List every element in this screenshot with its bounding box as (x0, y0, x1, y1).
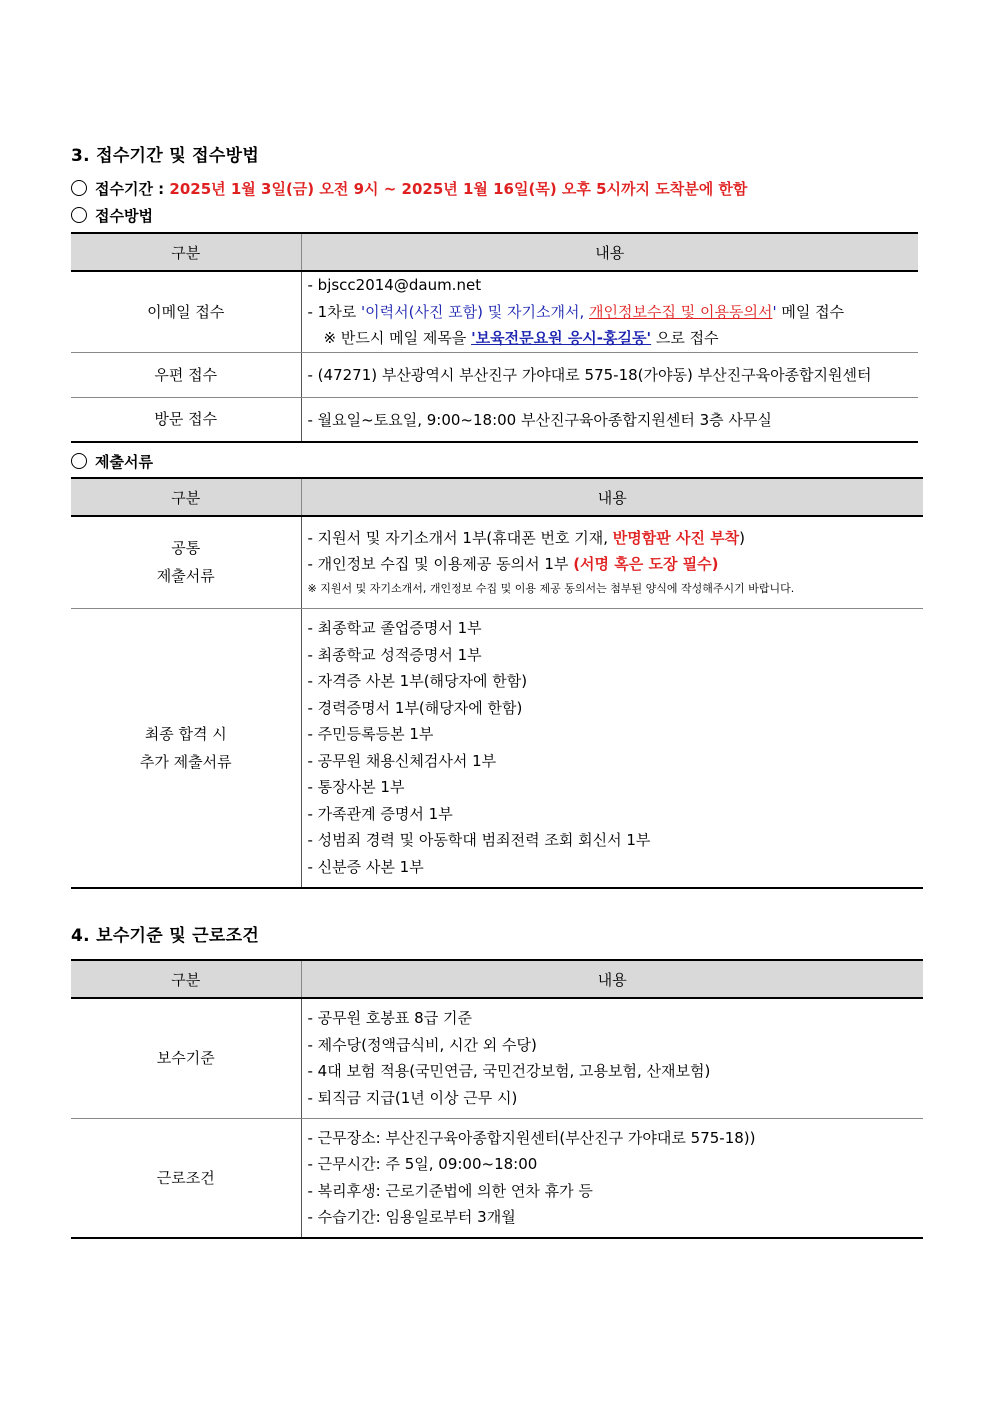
reception-method-heading (71, 205, 153, 226)
pay-label: 보수기준 (71, 998, 301, 1118)
list-item: - 신분증 사본 1부 (307, 857, 424, 876)
post-address: - (47271) 부산광역시 부산진구 가야대로 575-18(가야동) 부산진구육아종합지원센터 (301, 352, 918, 397)
documents-label: 제출서류 (95, 453, 153, 471)
email-address: - bjscc2014@daum.net (307, 276, 482, 294)
documents-table (71, 477, 923, 889)
list-item: - 경력증명서 1부(해당자에 한함) (307, 698, 523, 717)
circle-bullet-icon (71, 180, 87, 196)
table-header-content: 내용 (301, 233, 918, 271)
reception-method-label: 접수방법 (95, 207, 153, 225)
list-item: - 4대 보험 적용(국민연금, 국민건강보험, 고용보험, 산재보험) (307, 1062, 711, 1081)
list-item: - 공무원 호봉표 8급 기준 (307, 1009, 472, 1028)
common-docs-label: 공통 제출서류 (71, 516, 301, 608)
table-row-visit (71, 397, 918, 442)
table-header-category: 구분 (71, 233, 301, 271)
table-row-work (71, 1118, 923, 1238)
list-item: - 최종학교 성적증명서 1부 (307, 645, 482, 664)
reception-period-line (71, 178, 747, 199)
list-item: - 최종학교 졸업증명서 1부 (307, 619, 482, 638)
table-row-post (71, 352, 918, 397)
work-label: 근로조건 (71, 1118, 301, 1238)
circle-bullet-icon (71, 207, 87, 223)
common-doc-2: - 개인정보 수집 및 이용제공 동의서 1부 (서명 혹은 도장 필수) (307, 555, 719, 574)
circle-bullet-icon (71, 453, 87, 469)
post-label: 우편 접수 (71, 352, 301, 397)
list-item: - 근무시간: 주 5일, 09:00~18:00 (307, 1155, 538, 1174)
table-row-email (71, 271, 918, 352)
table-row-common-docs (71, 516, 923, 608)
table-header-content: 내용 (301, 478, 923, 516)
list-item: - 가족관계 증명서 1부 (307, 804, 453, 823)
list-item: - 수습기간: 임용일로부터 3개월 (307, 1208, 516, 1227)
work-list (301, 1118, 923, 1238)
table-header-content: 내용 (301, 960, 923, 998)
list-item: - 퇴직금 지급(1년 이상 근무 시) (307, 1088, 518, 1107)
common-docs-note: ※ 지원서 및 자기소개서, 개인정보 수집 및 이용 제공 동의서는 첨부된 양식에 작성해주시기 바랍니다. (307, 581, 795, 595)
visit-info: - 월요일~토요일, 9:00~18:00 부산진구육아종합지원센터 3층 사무실 (301, 397, 918, 442)
email-submit-line: - 1차로 '이력서(사진 포함) 및 자기소개서, 개인정보수집 및 이용동의서' 메일 접수 (307, 302, 845, 321)
section-4-title: 4. 보수기준 및 근로조건 (71, 926, 260, 946)
list-item: - 제수당(정액급식비, 시간 외 수당) (307, 1035, 537, 1054)
visit-label: 방문 접수 (71, 397, 301, 442)
list-item: - 성범죄 경력 및 아동학대 범죄전력 조회 회신서 1부 (307, 831, 651, 850)
email-subject-note: ※ 반드시 메일 제목을 '보육전문요원 응시-홍길동' 으로 접수 (323, 329, 719, 347)
email-label: 이메일 접수 (71, 271, 301, 352)
list-item: - 공무원 채용신체검사서 1부 (307, 751, 497, 770)
common-doc-1: - 지원서 및 자기소개서 1부(휴대폰 번호 기재, 반명함판 사진 부착) (307, 528, 746, 547)
final-docs-label: 최종 합격 시 추가 제출서류 (71, 608, 301, 888)
list-item: - 근무장소: 부산진구육아종합지원센터(부산진구 가야대로 575-18)) (307, 1128, 756, 1147)
list-item: - 주민등록등본 1부 (307, 725, 434, 744)
table-row-pay (71, 998, 923, 1118)
list-item: - 자격증 사본 1부(해당자에 한함) (307, 672, 528, 691)
section-3-title: 3. 접수기간 및 접수방법 (71, 146, 260, 166)
table-header-category: 구분 (71, 478, 301, 516)
table-header-category: 구분 (71, 960, 301, 998)
table-row-final-docs (71, 608, 923, 888)
final-docs-list (301, 608, 923, 888)
list-item: - 통장사본 1부 (307, 778, 405, 797)
reception-period-value: 2025년 1월 3일(금) 오전 9시 ~ 2025년 1월 16일(목) 오후 5시까지 도착분에 한함 (169, 180, 748, 198)
documents-heading (71, 451, 153, 472)
pay-conditions-table (71, 959, 923, 1239)
reception-period-label: 접수기간 : (95, 180, 170, 198)
reception-method-table (71, 232, 918, 443)
list-item: - 복리후생: 근로기준법에 의한 연차 휴가 등 (307, 1181, 593, 1200)
pay-list (301, 998, 923, 1118)
